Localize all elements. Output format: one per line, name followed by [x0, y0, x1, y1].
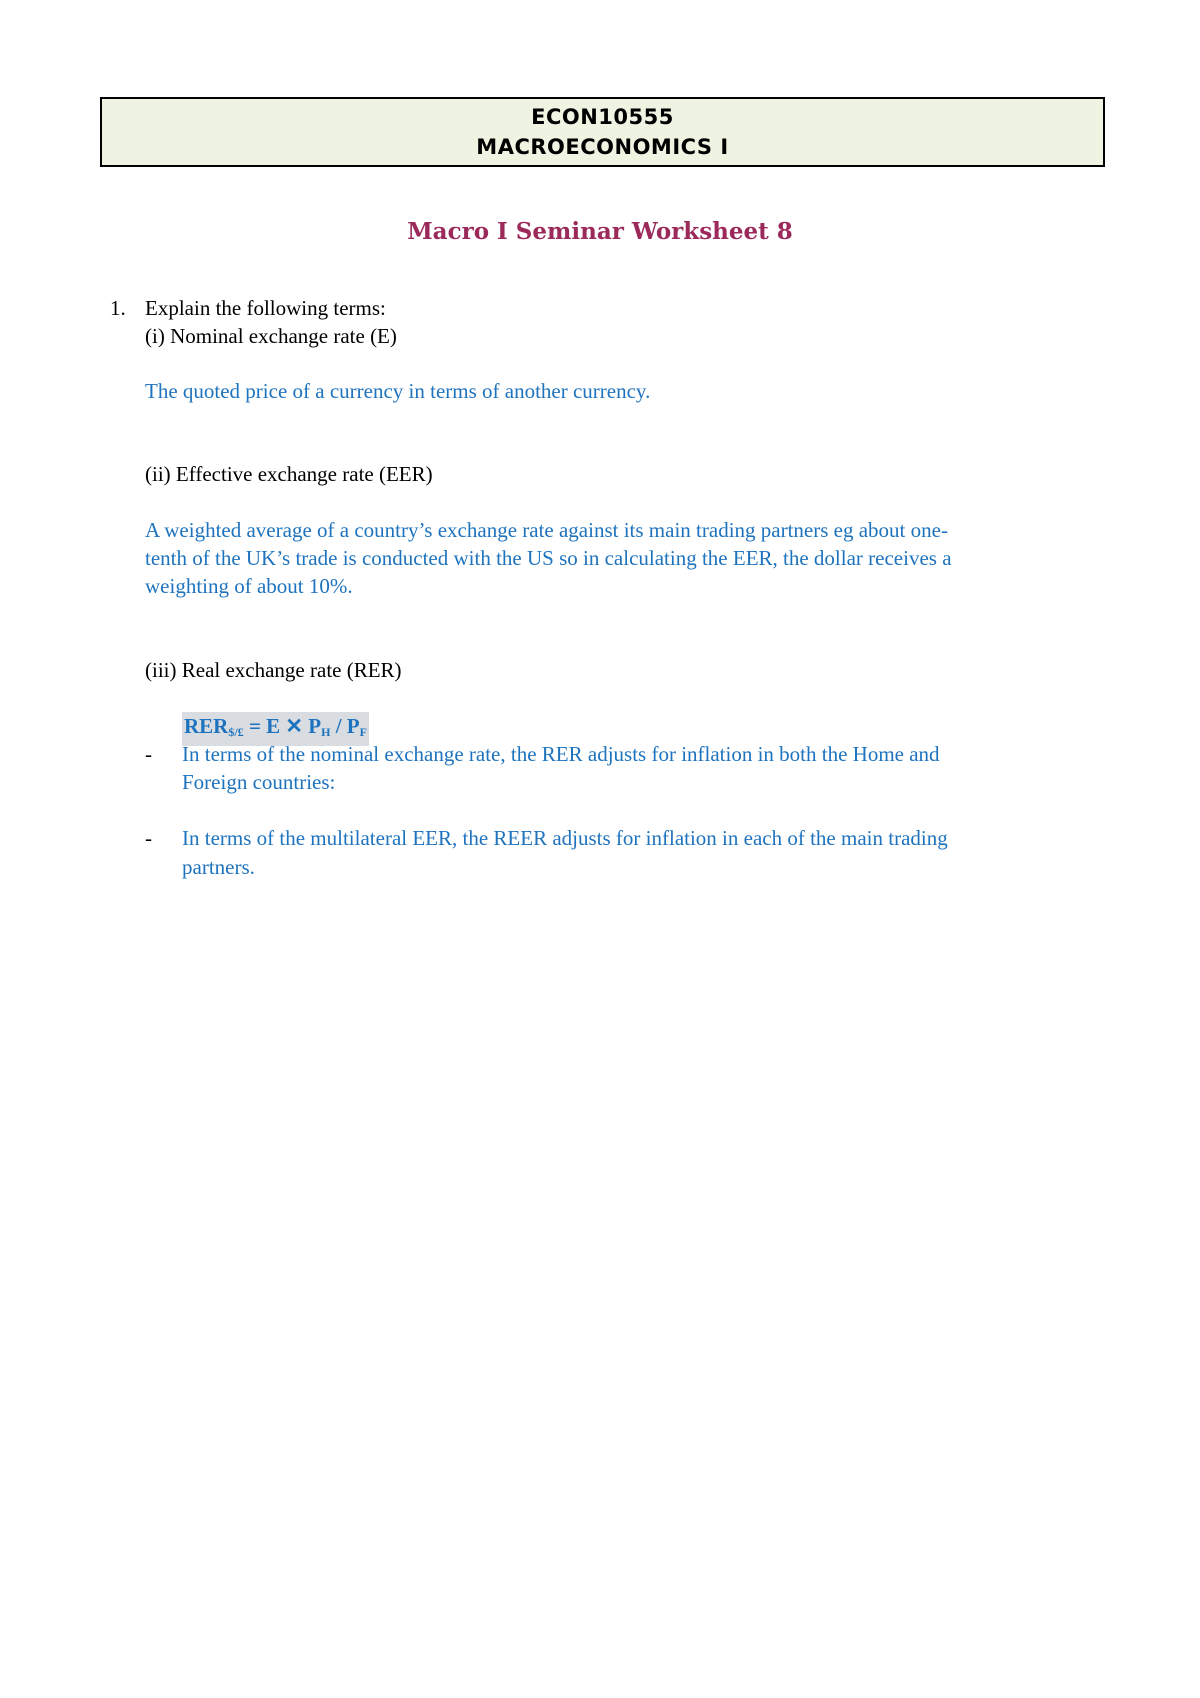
formula-slash: / P — [330, 714, 360, 738]
course-name: MACROECONOMICS I — [476, 135, 729, 159]
bullet-text-line: In terms of the nominal exchange rate, the RER adjusts for inflation in both the Home and — [182, 742, 940, 766]
part-iii-label: (iii) Real exchange rate (RER) — [145, 658, 402, 682]
part-ii-answer-line: tenth of the UK’s trade is conducted with the US so in calculating the EER, the dollar receives a — [145, 546, 952, 570]
part-ii-answer-line: weighting of about 10%. — [145, 574, 353, 598]
worksheet-title: Macro I Seminar Worksheet 8 — [407, 218, 793, 245]
question-prompt: Explain the following terms: — [145, 296, 386, 320]
bullet-text-line: partners. — [182, 855, 255, 879]
part-ii-answer-line: A weighted average of a country’s exchange rate against its main trading partners eg about one- — [145, 518, 948, 542]
formula-middle: = E ✕ P — [243, 714, 322, 738]
course-code: ECON10555 — [531, 105, 674, 129]
bullet-text-line: Foreign countries: — [182, 770, 336, 794]
course-header-box — [100, 97, 1105, 167]
bullet-marker: - — [145, 826, 152, 850]
part-i-answer: The quoted price of a currency in terms of another currency. — [145, 379, 651, 403]
formula-pf-subscript: F — [359, 725, 367, 739]
formula-ph-subscript: H — [321, 725, 331, 739]
formula-lhs: RER — [184, 714, 229, 738]
bullet-text-line: In terms of the multilateral EER, the REER adjusts for inflation in each of the main trading — [182, 826, 948, 850]
part-ii-label: (ii) Effective exchange rate (EER) — [145, 462, 433, 486]
question-number: 1. — [110, 296, 126, 320]
part-i-label: (i) Nominal exchange rate (E) — [145, 324, 397, 348]
formula-lhs-subscript: $/£ — [228, 725, 244, 739]
bullet-marker: - — [145, 742, 152, 766]
